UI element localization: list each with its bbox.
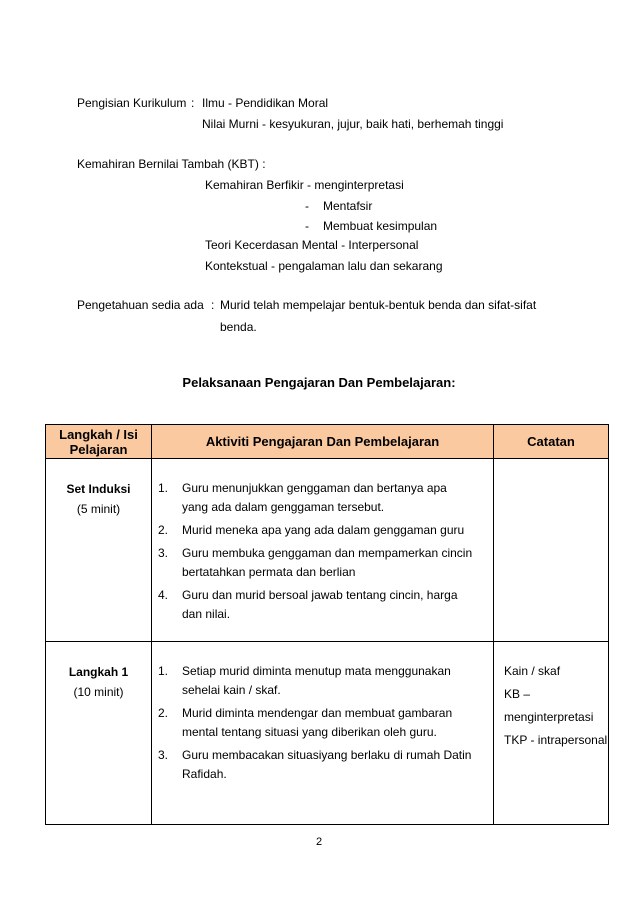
header-langkah-line-1: Langkah / Isi (59, 426, 138, 442)
activity-item (152, 479, 475, 517)
activity-number: 1. (158, 664, 169, 678)
activity-text: Murid diminta mendengar dan membuat gambaran mental tentang situasi yang diberikan oleh guru. (182, 706, 453, 739)
activity-text: Guru membuka genggaman dan mempamerkan cincin bertatahkan permata dan berlian (182, 546, 473, 579)
activity-text: Murid meneka apa yang ada dalam genggaman guru (182, 523, 465, 537)
pengetahuan-separator: : (211, 298, 215, 312)
note-item: Kain / skaf (504, 664, 561, 678)
activity-number: 3. (158, 546, 169, 560)
step-name: Langkah 1 (68, 665, 129, 679)
step-name: Set Induksi (66, 482, 131, 496)
page-number: 2 (315, 836, 323, 848)
kbt-dash-1: - (305, 199, 309, 213)
activity-item (152, 586, 475, 624)
header-langkah-line-2: Pelajaran (69, 441, 128, 457)
activity-number: 2. (158, 523, 169, 537)
step-time: (10 minit) (73, 685, 124, 699)
pengetahuan-line-1: Murid telah mempelajar bentuk-bentuk benda dan sifat-sifat (220, 298, 537, 312)
activity-item (152, 704, 487, 742)
activity-item (152, 662, 487, 700)
section-title: Pelaksanaan Pengajaran Dan Pembelajaran: (182, 375, 456, 390)
activity-item (152, 544, 475, 582)
kurikulum-separator: : (191, 96, 195, 110)
activity-text: Setiap murid diminta menutup mata menggunakan sehelai kain / skaf. (182, 664, 451, 697)
note-item: KB – (504, 687, 531, 701)
step-cell (46, 642, 152, 825)
activity-number: 4. (158, 588, 169, 602)
step-cell (46, 459, 152, 642)
note-item: TKP - intrapersonal (504, 733, 608, 747)
notes-cell (494, 642, 609, 825)
step-time: (5 minit) (76, 502, 121, 516)
kbt-label: Kemahiran Bernilai Tambah (KBT) : (77, 157, 266, 171)
header-catatan: Catatan (494, 425, 609, 459)
pengetahuan-label: Pengetahuan sedia ada (77, 298, 204, 312)
notes-cell (494, 459, 609, 642)
kurikulum-nilai: Nilai Murni - kesyukuran, jujur, baik hati, berhemah tinggi (202, 117, 504, 131)
table-row (46, 642, 609, 825)
table-row (46, 459, 609, 642)
activity-number: 2. (158, 706, 169, 720)
activity-text: Guru membacakan situasiyang berlaku di rumah Datin Rafidah. (182, 748, 472, 781)
activity-cell (152, 642, 494, 825)
kbt-kontekstual: Kontekstual - pengalaman lalu dan sekarang (205, 259, 443, 273)
activity-number: 1. (158, 481, 169, 495)
table-header-row (46, 425, 609, 459)
note-item: menginterpretasi (504, 710, 594, 724)
pengetahuan-line-2: benda. (220, 320, 257, 334)
kbt-dash-2: - (305, 219, 309, 233)
activity-text: Guru menunjukkan genggaman dan bertanya apa yang ada dalam genggaman tersebut. (182, 481, 447, 514)
activity-item (152, 746, 487, 784)
kurikulum-label: Pengisian Kurikulum (77, 96, 187, 110)
kbt-berfikir: Kemahiran Berfikir - menginterpretasi (205, 178, 404, 192)
kbt-item-kesimpulan: Membuat kesimpulan (323, 219, 438, 233)
lesson-table (45, 424, 609, 825)
activity-item (152, 521, 475, 540)
header-langkah (46, 425, 152, 459)
activity-text: Guru dan murid bersoal jawab tentang cincin, harga dan nilai. (182, 588, 458, 621)
kbt-item-mentafsir: Mentafsir (323, 199, 373, 213)
activity-number: 3. (158, 748, 169, 762)
activity-cell (152, 459, 494, 642)
header-aktiviti: Aktiviti Pengajaran Dan Pembelajaran (152, 425, 494, 459)
kurikulum-ilmu: Ilmu - Pendidikan Moral (202, 96, 329, 110)
kbt-teori: Teori Kecerdasan Mental - Interpersonal (205, 238, 419, 252)
